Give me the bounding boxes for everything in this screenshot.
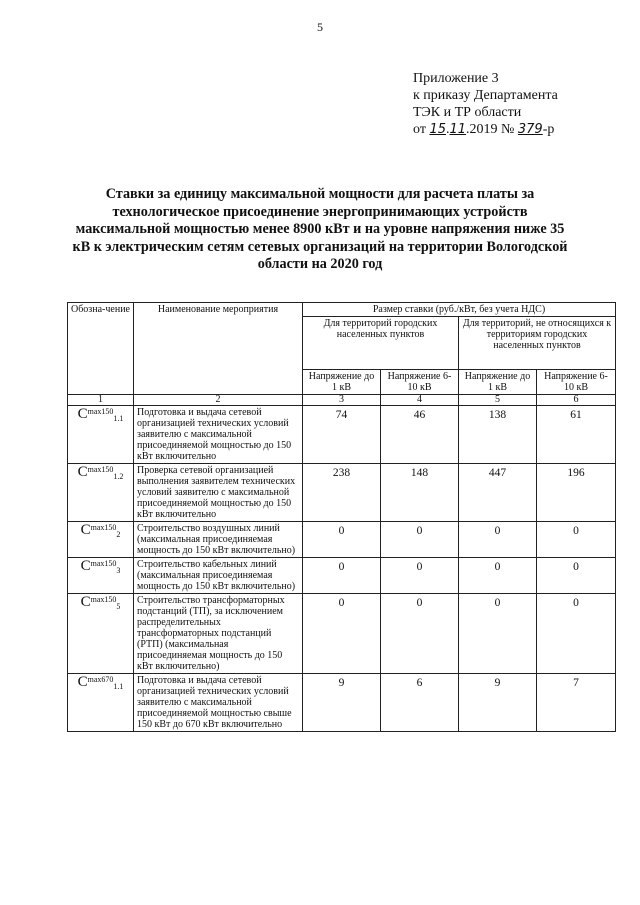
- row-value: 196: [537, 464, 616, 522]
- row-value: 74: [303, 406, 381, 464]
- page-number: 5: [317, 20, 323, 34]
- appendix-date-line: от 15.11.2019 № 379-р: [413, 122, 555, 137]
- row-activity: Строительство трансформаторных подстанций (ТП), за исключением распределительных трансформаторных подстанций (РТП) (максимальная присоединяемая мощность до 150 кВт включительно): [134, 594, 303, 674]
- row-designation: $C^{max150}_3$: [68, 558, 134, 594]
- col-number: 1: [68, 395, 134, 406]
- row-designation: $C^{max150}_2$: [68, 522, 134, 558]
- table-row: [68, 406, 616, 464]
- order-number: 379: [517, 122, 543, 137]
- table-row: [68, 464, 616, 522]
- row-value: 0: [537, 594, 616, 674]
- col-number: 2: [134, 395, 303, 406]
- row-activity: Подготовка и выдача сетевой организацией технических условий заявителю с максимальной присоединяемой мощностью свыше 150 кВт до 670 кВт включительно: [134, 674, 303, 732]
- row-value: 148: [381, 464, 459, 522]
- row-activity: Подготовка и выдача сетевой организацией технических условий заявителю с максимальной присоединяемой мощностью до 150 кВт включительно: [134, 406, 303, 464]
- row-designation: $C^{max670}_{1.1}$: [68, 674, 134, 732]
- row-designation: $C^{max150}_{1.2}$: [68, 464, 134, 522]
- row-activity: Строительство кабельных линий (максимальная присоединяемая мощность до 150 кВт включительно): [134, 558, 303, 594]
- row-activity: Строительство воздушных линий (максимальная присоединяемая мощность до 150 кВт включительно): [134, 522, 303, 558]
- row-value: 9: [303, 674, 381, 732]
- date-day: 15: [429, 122, 446, 137]
- row-value: 46: [381, 406, 459, 464]
- header-designation: Обозна-чение: [68, 303, 134, 395]
- header-activity: Наименование мероприятия: [134, 303, 303, 395]
- date-year: .2019 №: [466, 122, 515, 137]
- row-value: 138: [459, 406, 537, 464]
- row-value: 0: [459, 522, 537, 558]
- row-value: 0: [459, 558, 537, 594]
- appendix-header: [413, 70, 558, 138]
- col-number: 6: [537, 395, 616, 406]
- row-value: 0: [303, 594, 381, 674]
- col-number: 4: [381, 395, 459, 406]
- header-urban-v-low: Напряжение до 1 кВ: [303, 370, 381, 395]
- table-row: [68, 594, 616, 674]
- row-value: 0: [537, 522, 616, 558]
- date-month: 11: [449, 122, 467, 137]
- col-number: 5: [459, 395, 537, 406]
- row-designation: $C^{max150}_{1.1}$: [68, 406, 134, 464]
- rates-table: [67, 302, 616, 732]
- row-value: 9: [459, 674, 537, 732]
- row-value: 7: [537, 674, 616, 732]
- table-row: [68, 522, 616, 558]
- appendix-department: ТЭК и ТР области: [413, 105, 522, 120]
- row-value: 0: [303, 558, 381, 594]
- row-value: 0: [303, 522, 381, 558]
- header-row-1: [68, 303, 616, 317]
- row-value: 0: [537, 558, 616, 594]
- appendix-order-ref: к приказу Департамента: [413, 88, 558, 103]
- table-row: [68, 674, 616, 732]
- header-urban-v-mid: Напряжение 6-10 кВ: [381, 370, 459, 395]
- document-title: Ставки за единицу максимальной мощности для расчета платы за технологическое присоединение энергопринимающих устройств максимальной мощностью менее 8900 кВт и на уровне напряжения ниже 35 кВ к электрическим сетям сетевых организаций на территории Вологодской области на 2020 год: [72, 186, 568, 272]
- row-activity: Проверка сетевой организацией выполнения заявителем технических условий заявителю с максимальной присоединяемой мощностью до 150 кВт включительно: [134, 464, 303, 522]
- header-non-urban: Для территорий, не относящихся к территориям городских населенных пунктов: [459, 317, 616, 370]
- order-suffix: -р: [542, 122, 555, 137]
- column-numbers-row: [68, 395, 616, 406]
- row-value: 447: [459, 464, 537, 522]
- date-prefix: от: [413, 122, 426, 137]
- row-designation: $C^{max150}_5$: [68, 594, 134, 674]
- header-urban: Для территорий городских населенных пунктов: [303, 317, 459, 370]
- row-value: 0: [381, 522, 459, 558]
- row-value: 0: [381, 558, 459, 594]
- table-row: [68, 558, 616, 594]
- appendix-title: Приложение 3: [413, 71, 499, 86]
- header-nonurban-v-mid: Напряжение 6-10 кВ: [537, 370, 616, 395]
- row-value: 238: [303, 464, 381, 522]
- row-value: 6: [381, 674, 459, 732]
- row-value: 0: [381, 594, 459, 674]
- header-rate-size: Размер ставки (руб./кВт, без учета НДС): [303, 303, 616, 317]
- header-nonurban-v-low: Напряжение до 1 кВ: [459, 370, 537, 395]
- row-value: 61: [537, 406, 616, 464]
- col-number: 3: [303, 395, 381, 406]
- row-value: 0: [459, 594, 537, 674]
